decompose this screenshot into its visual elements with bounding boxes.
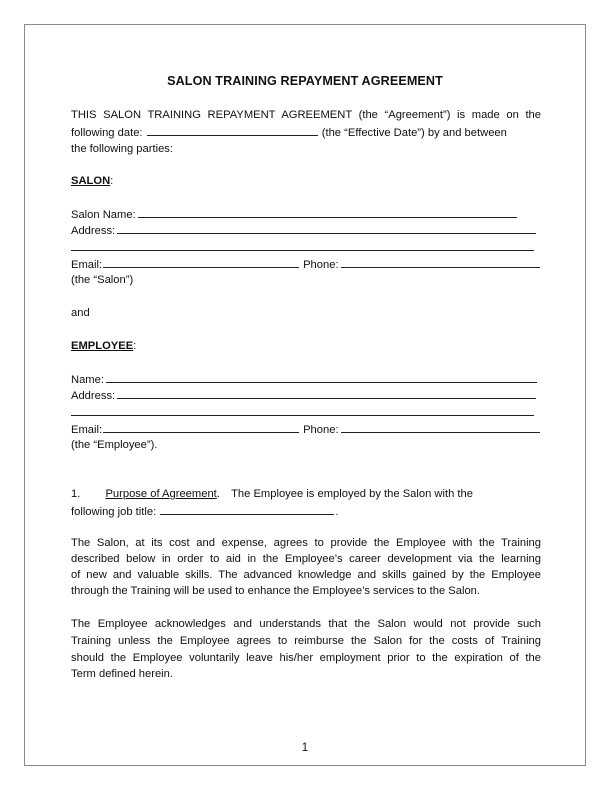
section-1-intro-text: . The Employee is employed by the Salon with the <box>216 488 473 500</box>
salon-address-label: Address: <box>71 225 116 237</box>
para-2-line-3: of new and valuable skills. The advanced knowledge and skills gained by the Employee <box>71 569 541 581</box>
intro-line-1: THIS SALON TRAINING REPAYMENT AGREEMENT (the “Agreement”) is made on the <box>71 109 541 121</box>
page-number: 1 <box>301 742 309 754</box>
para-2-line-1: The Salon, at its cost and expense, agrees to provide the Employee with the Training <box>71 537 541 549</box>
salon-heading: SALON <box>71 175 111 187</box>
para-3-line-1: The Employee acknowledges and understands that the Salon would not provide such <box>71 618 541 630</box>
salon-name-field[interactable] <box>138 206 517 218</box>
para-3-line-2: Training unless the Employee agrees to reimburse the Salon for the costs of Training <box>71 635 541 647</box>
employee-address-line-2[interactable] <box>71 415 534 416</box>
employee-alias: (the “Employee”). <box>71 439 158 451</box>
employee-email-label: Email: <box>71 424 103 436</box>
para-2-line-2: described below in order to aid in the Employee’s career development via the learning <box>71 553 541 565</box>
job-title-period: . <box>335 506 339 518</box>
employee-address-row <box>71 387 536 404</box>
salon-heading-colon: : <box>110 175 114 187</box>
intro-date-label: following date: <box>71 127 143 139</box>
salon-alias: (the “Salon”) <box>71 274 134 286</box>
salon-address-row <box>71 222 536 239</box>
salon-email-field[interactable] <box>103 256 299 268</box>
and-text: and <box>71 307 90 319</box>
section-1-line-2 <box>71 503 541 520</box>
employee-name-label: Name: <box>71 374 104 386</box>
employee-contact-row <box>71 421 540 438</box>
salon-name-row <box>71 206 517 223</box>
employee-heading-line <box>71 338 541 354</box>
employee-heading: EMPLOYEE <box>71 340 134 352</box>
employee-phone-label: Phone: <box>303 424 339 436</box>
intro-line-3: the following parties: <box>71 143 173 155</box>
document-title: SALON TRAINING REPAYMENT AGREEMENT <box>167 74 443 88</box>
employee-address-field[interactable] <box>117 387 536 399</box>
employee-name-field[interactable] <box>106 371 537 383</box>
para-3-line-3: should the Employee voluntarily leave his/her employment prior to the expiration of the <box>71 652 541 664</box>
para-2-line-4: through the Training will be used to enhance the Employee’s services to the Salon. <box>71 585 481 597</box>
job-title-label: following job title: <box>71 506 157 518</box>
para-3-line-4: Term defined herein. <box>71 668 173 680</box>
section-1-heading: Purpose of Agreement <box>105 488 217 500</box>
salon-address-field[interactable] <box>117 222 536 234</box>
salon-email-label: Email: <box>71 259 103 271</box>
section-1-number: 1. <box>71 488 81 500</box>
intro-effective-date-text: (the “Effective Date”) by and between <box>321 127 507 139</box>
salon-heading-line <box>71 173 541 189</box>
employee-name-row <box>71 371 537 388</box>
salon-phone-label: Phone: <box>303 259 339 271</box>
salon-address-line-2[interactable] <box>71 250 534 251</box>
section-1-line-1 <box>71 486 541 502</box>
employee-phone-field[interactable] <box>341 421 540 433</box>
salon-phone-field[interactable] <box>341 256 540 268</box>
job-title-field[interactable] <box>160 503 334 515</box>
employee-heading-colon: : <box>133 340 137 352</box>
employee-email-field[interactable] <box>103 421 299 433</box>
salon-contact-row <box>71 256 540 273</box>
effective-date-field[interactable] <box>147 124 318 136</box>
employee-address-label: Address: <box>71 390 116 402</box>
intro-line-2 <box>71 124 541 141</box>
salon-name-label: Salon Name: <box>71 209 136 221</box>
